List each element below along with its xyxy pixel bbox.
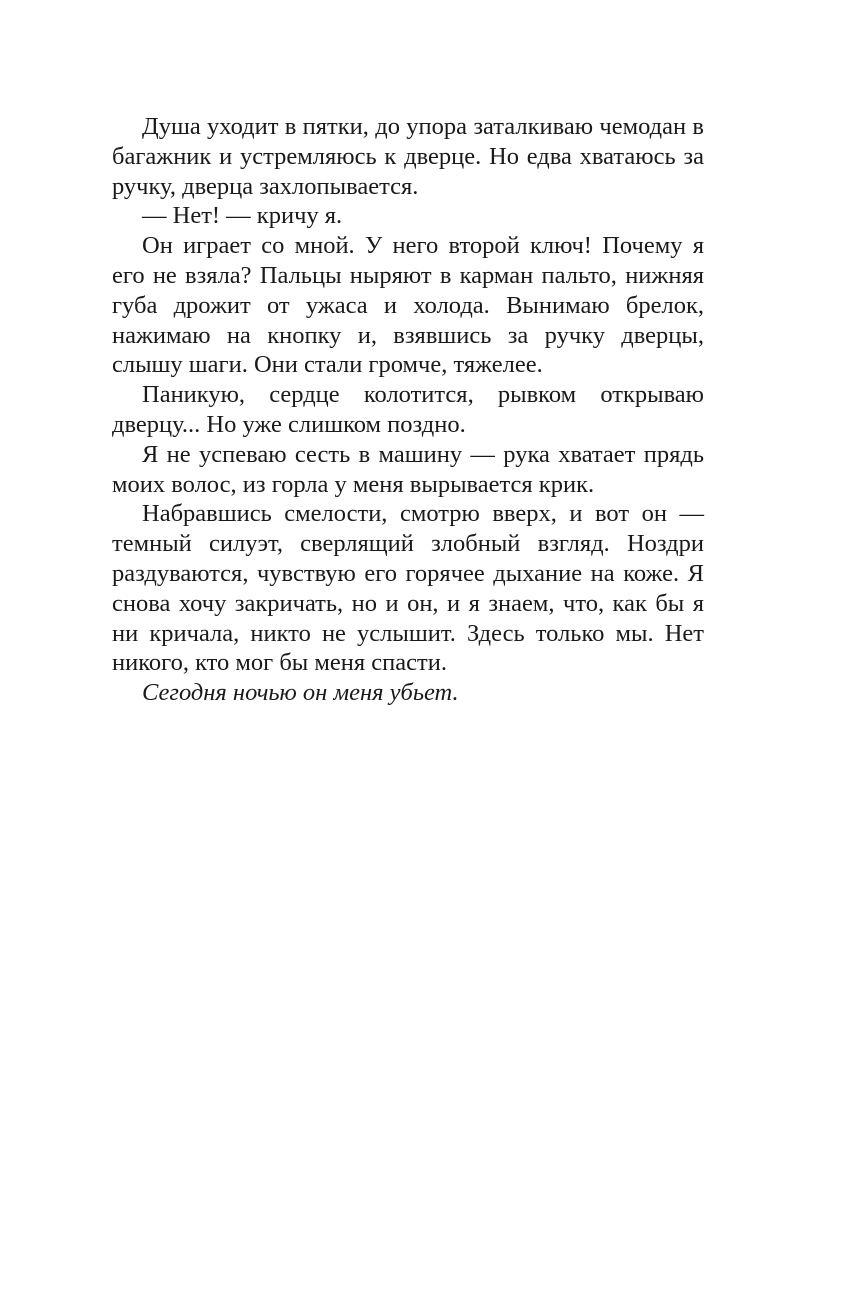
paragraph-suitcase: Душа уходит в пятки, до упора заталкиваю чемодан в багажник и устремляюсь к дверце. Но едва хватаюсь за ручку, дверца захлопывается. xyxy=(112,113,704,200)
paragraph-final-italic: Сегодня ночью он меня убьет. xyxy=(142,679,459,707)
paragraph-silhouette: Набравшись смелости, смотрю вверх, и вот он — темный силуэт, сверлящий злобный взгляд. Ноздри раздуваются, чувствую его горячее дыхание на коже. Я снова хочу закричать, но и он, и я знаем, что, как бы я ни кричала, никто не услышит. Здесь только мы. Нет никого, кто мог бы меня спасти. xyxy=(112,500,704,677)
paragraph-hair-grab: Я не успеваю сесть в машину — рука хватает прядь моих волос, из горла у меня вырывается крик. xyxy=(112,440,704,498)
body-text xyxy=(112,112,704,708)
paragraph-dialogue: — Нет! — кричу я. xyxy=(142,202,343,230)
paragraph-panic: Паникую, сердце колотится, рывком открываю дверцу... Но уже слишком поздно. xyxy=(112,381,704,438)
paragraph-second-key: Он играет со мной. У него второй ключ! Почему я его не взяла? Пальцы ныряют в карман пальто, нижняя губа дрожит от ужаса и холода. Вынимаю брелок, нажимаю на кнопку и, взявшись за ручку дверцы, слышу шаги. Они стали громче, тяжелее. xyxy=(112,232,704,379)
